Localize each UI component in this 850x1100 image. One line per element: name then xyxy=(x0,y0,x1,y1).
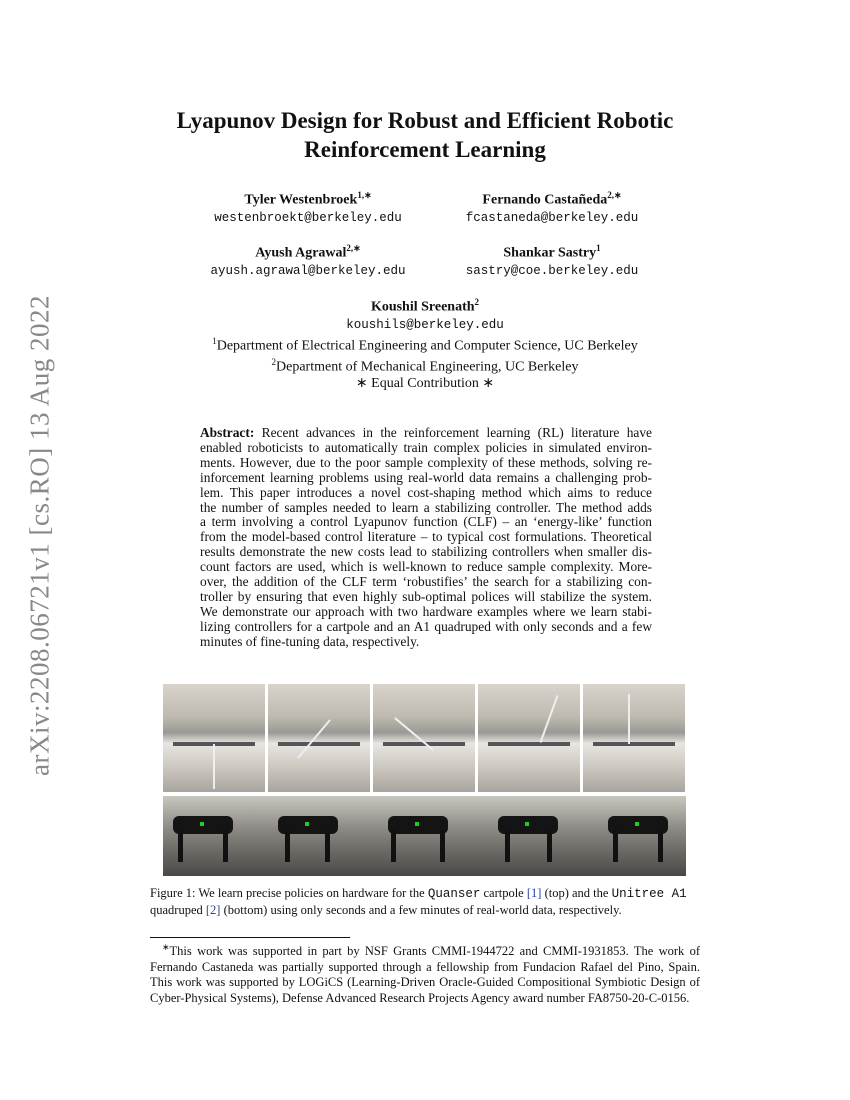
affiliation: Department of Mechanical Engineering, UC Berkeley xyxy=(276,359,579,375)
arxiv-stamp: arXiv:2208.06721v1 [cs.RO] 13 Aug 2022 xyxy=(24,295,55,776)
abstract-text: lem. This paper introduces a novel cost-shaping method which aims to reduce xyxy=(200,484,652,500)
abstract-text: the number of samples needed to learn a stabilizing controller. The method adds xyxy=(200,499,652,515)
figure-quadruped-strip xyxy=(163,796,686,876)
affiliation-sup: 2 xyxy=(271,357,277,368)
footnote-text: This work was supported in part by NSF Grants CMMI-1944722 and CMMI-1931853. The work of Fernando Castaneda was partially supported through a fellowship from Fundacion Rafael del Pino, Spain. This work was supported by LOGiCS (Learning-Driven Oracle-Guided Compositional Symbiotic Design of Cyber-Physical Systems), Defense Advanced Research Projects Agency award number FA8750-20-C-0156. xyxy=(150,944,700,1005)
affiliation-sup: 1 xyxy=(212,335,217,346)
author-name: Fernando Castañeda xyxy=(482,192,608,208)
abstract-text: troller by ensuring that even highly sub-optimal polices will stabilize the system. xyxy=(200,588,652,604)
author xyxy=(402,186,702,227)
author-sup: 1,∗ xyxy=(357,190,372,200)
author-sup: 2 xyxy=(474,297,480,307)
cartpole-frame xyxy=(163,684,265,792)
title-line: Lyapunov Design for Robust and Efficient Robotic xyxy=(176,108,674,133)
abstract-line xyxy=(200,575,652,590)
abstract-line xyxy=(200,560,652,575)
abstract-line xyxy=(200,456,652,471)
author-sup: 2,∗ xyxy=(607,190,622,200)
author-sup: 2,∗ xyxy=(346,243,361,253)
author xyxy=(402,239,702,280)
affiliation-block xyxy=(0,293,850,392)
quadruped-robot xyxy=(168,804,238,862)
author-email[interactable]: fcastaneda@berkeley.edu xyxy=(465,210,639,225)
author-email[interactable]: sastry@coe.berkeley.edu xyxy=(465,263,639,278)
abstract-text: a term involving a control Lyapunov function (CLF) – an ‘energy-like’ function xyxy=(200,514,652,530)
abstract-line xyxy=(200,635,652,650)
abstract-line xyxy=(200,590,652,605)
abstract-line xyxy=(200,530,652,545)
quadruped-robot xyxy=(383,804,453,862)
footnote-mark: ∗ xyxy=(162,942,170,952)
author-name: Tyler Westenbroek xyxy=(244,192,358,208)
abstract-text: inforcement learning problems using real-world data remains a challenging prob- xyxy=(200,469,652,485)
caption-text: We learn precise policies on hardware for the xyxy=(195,886,428,900)
caption-text: quadruped xyxy=(150,902,206,917)
abstract-text: lizing controllers for a cartpole and an A1 quadruped with only seconds and a few xyxy=(200,618,652,634)
abstract-line xyxy=(200,605,652,620)
abstract-line xyxy=(200,486,652,501)
abstract-text: over, the addition of the CLF term ‘robustifies’ the search for a stabilizing con- xyxy=(200,574,652,590)
cartpole-frame xyxy=(583,684,685,792)
abstract-text: We demonstrate our approach with two hardware examples where we learn stabi- xyxy=(200,603,652,619)
abstract xyxy=(200,426,652,650)
abstract-text: from the model-based control literature – to typical cost formulations. Theoretical xyxy=(200,529,652,545)
abstract-line xyxy=(200,426,652,441)
affiliation: Department of Electrical Engineering and Computer Science, UC Berkeley xyxy=(216,338,638,354)
quadruped-robot xyxy=(273,804,343,862)
caption-text: cartpole xyxy=(480,886,527,900)
abstract-line xyxy=(200,441,652,456)
citation-link[interactable]: [2] xyxy=(205,902,221,917)
abstract-text: count factors are used, which is well-known to reduce sample complexity. More- xyxy=(200,559,652,575)
caption-text: (bottom) using only seconds and a few minutes of real-world data, respectively. xyxy=(220,902,622,917)
title-line: Reinforcement Learning xyxy=(304,137,546,162)
quadruped-robot xyxy=(603,804,673,862)
footnote-rule xyxy=(150,937,350,938)
author-email[interactable]: ayush.agrawal@berkeley.edu xyxy=(210,263,406,278)
abstract-text: results demonstrate the new costs lead to stabilizing controllers when smaller dis- xyxy=(200,544,652,560)
author-name: Shankar Sastry xyxy=(503,245,597,261)
citation-link[interactable]: [1] xyxy=(526,886,542,900)
cartpole-frame xyxy=(268,684,370,792)
author-name: Koushil Sreenath xyxy=(370,299,475,315)
abstract-text: ments. However, due to the poor sample complexity of these methods, solving re- xyxy=(200,454,652,470)
equal-contribution-note: ∗ Equal Contribution ∗ xyxy=(355,375,495,391)
abstract-line xyxy=(200,545,652,560)
quadruped-robot xyxy=(493,804,563,862)
abstract-line xyxy=(200,515,652,530)
abstract-line xyxy=(200,620,652,635)
abstract-line xyxy=(200,471,652,486)
caption-code: Quanser xyxy=(427,887,481,901)
author-email[interactable]: westenbroekt@berkeley.edu xyxy=(214,210,402,225)
paper-title xyxy=(0,106,850,164)
footnote xyxy=(150,940,700,1006)
caption-text: (top) and the xyxy=(541,886,612,900)
abstract-line xyxy=(200,501,652,516)
author-name: Ayush Agrawal xyxy=(255,245,347,261)
abstract-text: Recent advances in the reinforcement learning (RL) literature have xyxy=(254,425,652,440)
cartpole-frame xyxy=(373,684,475,792)
cartpole-frame xyxy=(478,684,580,792)
caption-code: Unitree A1 xyxy=(611,887,687,901)
figure-caption xyxy=(150,886,700,918)
author-sup: 1 xyxy=(596,243,601,253)
author-email[interactable]: koushils@berkeley.edu xyxy=(346,317,504,332)
abstract-text: enabled roboticists to automatically train complex policies in simulated environ- xyxy=(200,439,652,455)
abstract-label: Abstract: xyxy=(200,425,255,440)
abstract-text: minutes of fine-tuning data, respectively. xyxy=(200,633,420,649)
caption-label: Figure 1: xyxy=(150,886,196,900)
